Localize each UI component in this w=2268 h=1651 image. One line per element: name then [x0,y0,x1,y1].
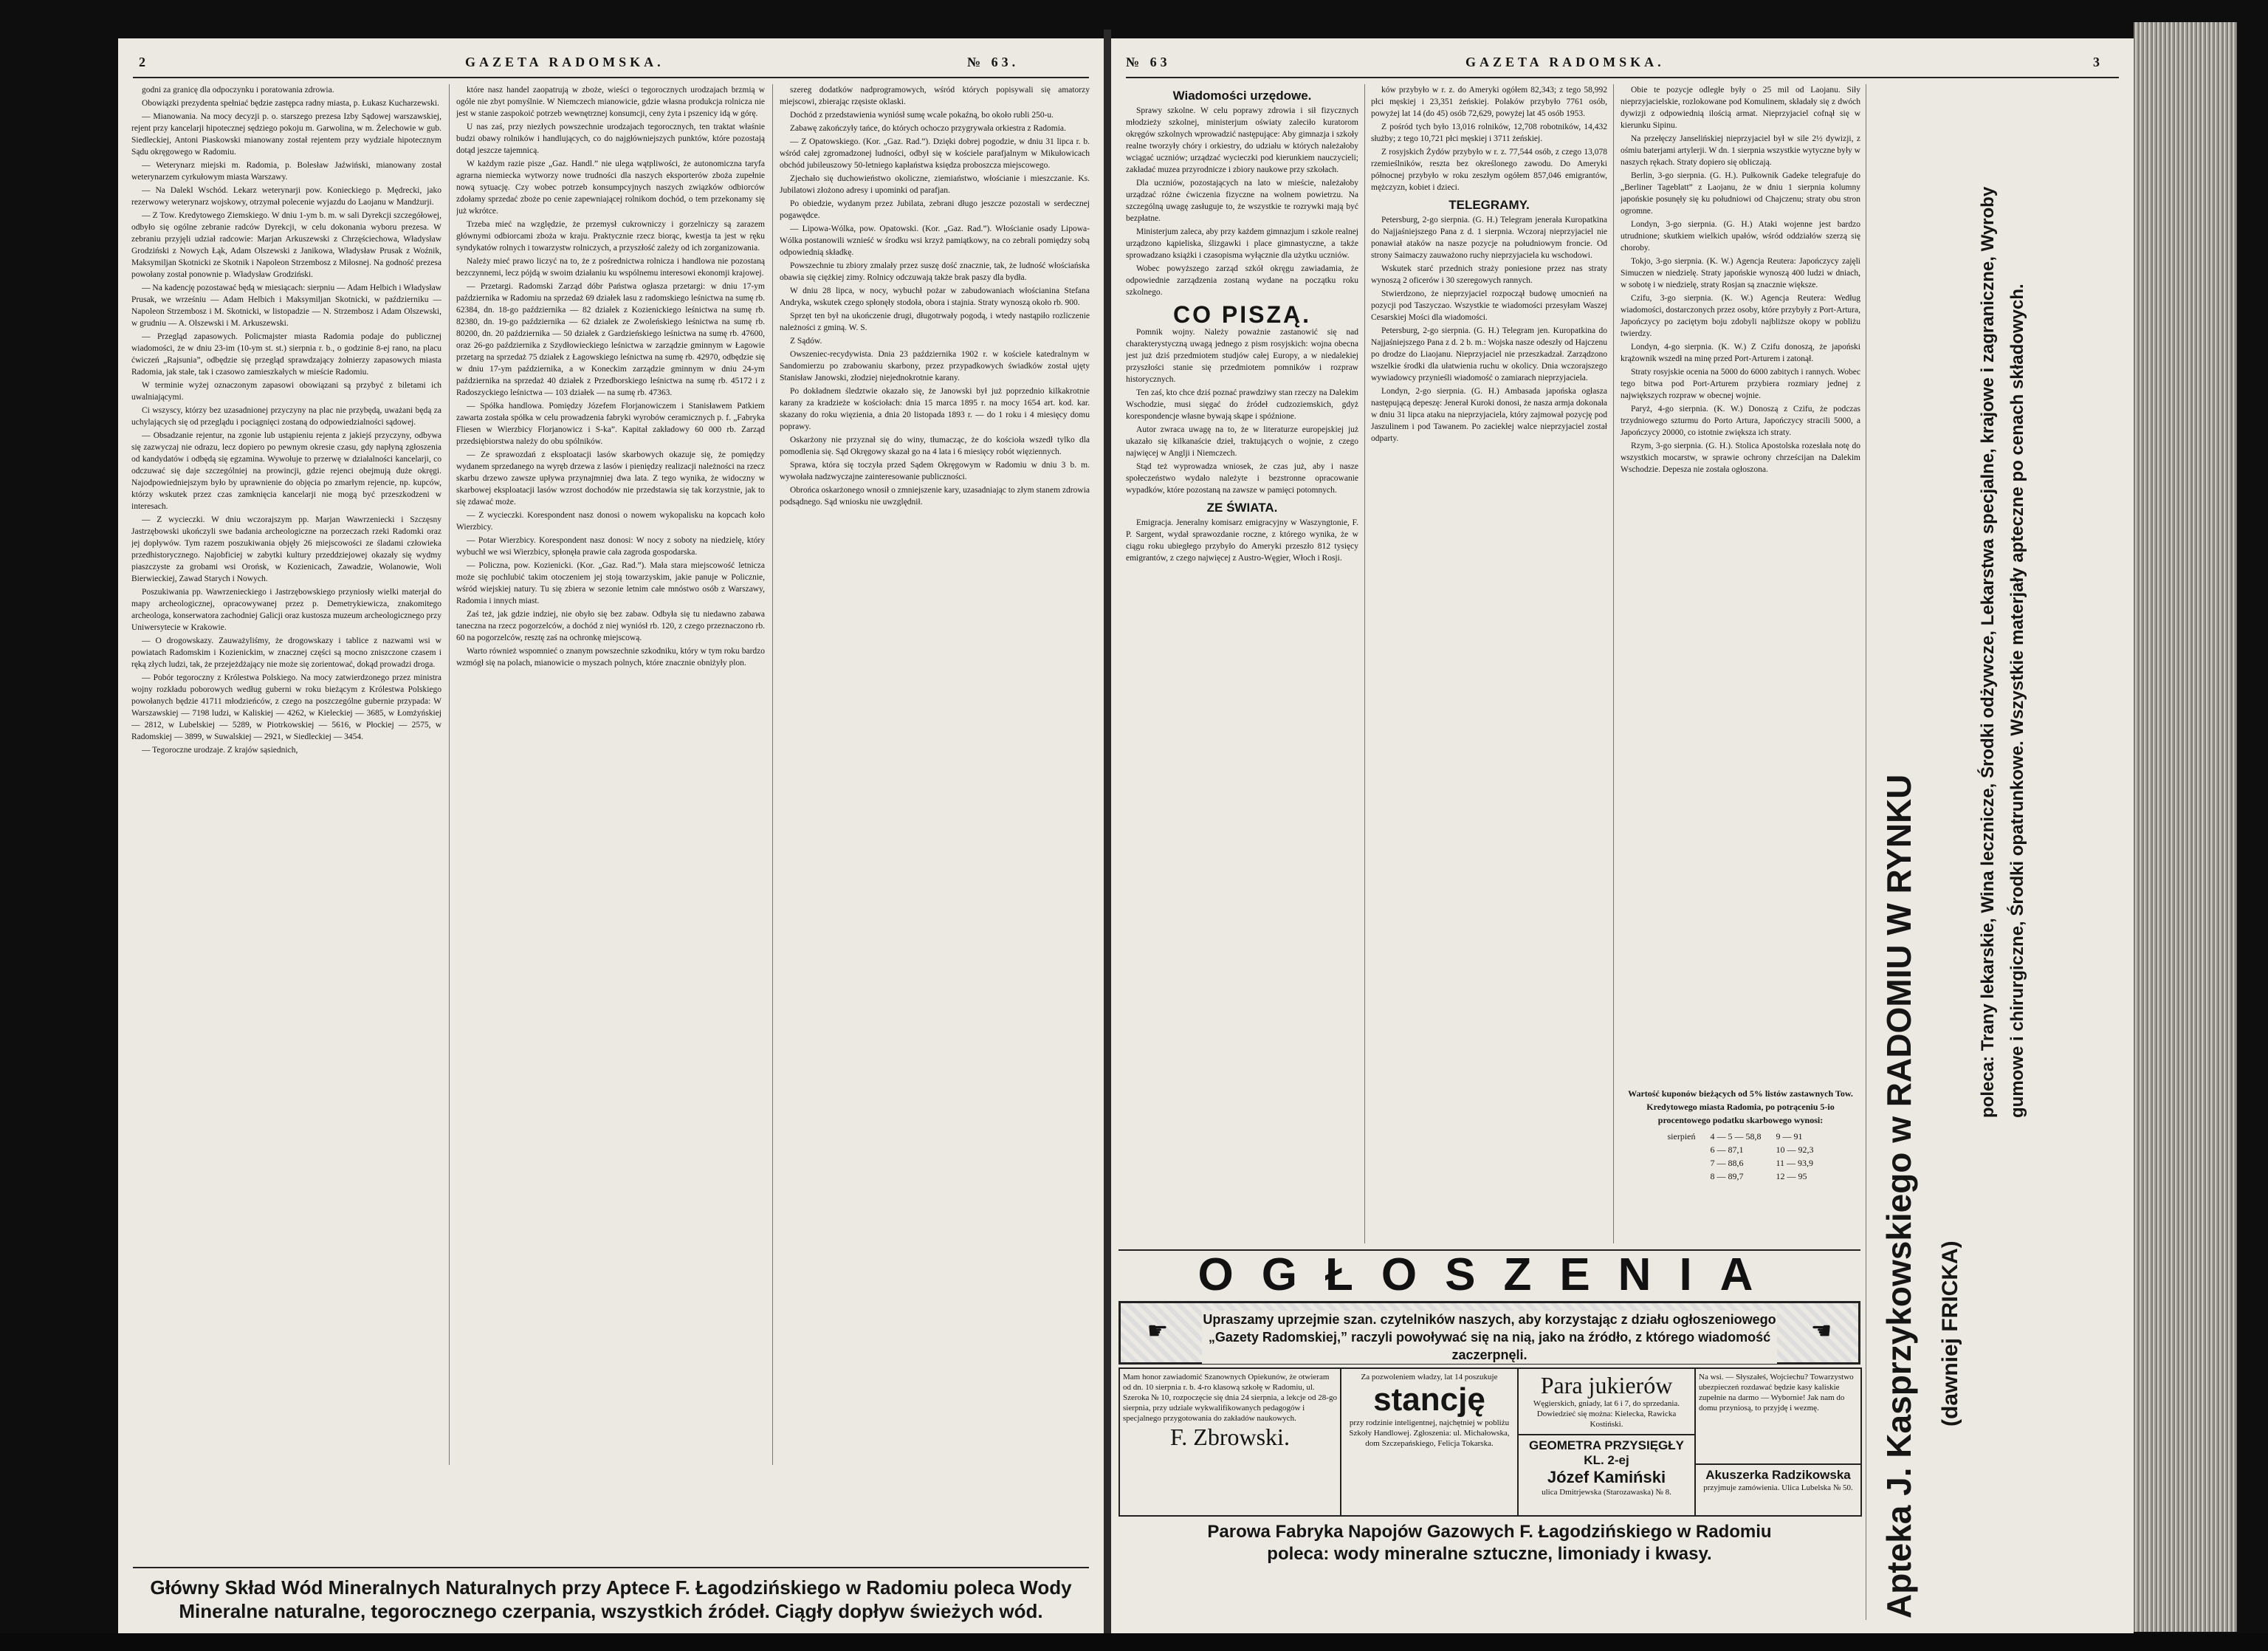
coupon-cell: 6 — 87,1 [1710,1144,1744,1155]
article-paragraph: — Weterynarz miejski m. Radomia, p. Bolesław Jaźwiński, mianowany został weterynarzem cyrkułowym miasta Warszawy. [131,161,441,182]
coupon-row [1660,1130,1821,1143]
section-heading: ZE ŚWIATA. [1206,501,1278,515]
coupon-row [1660,1143,1821,1156]
article-paragraph: Straty rosyjskie ocenia na 5000 do 6000 zabitych i rannych. Wobec tego bitwa pod Port-Arturem przybiera rozmiary jednej z największych rozpraw w obecnej wojnie. [1621,368,1860,400]
article-paragraph: — Policzna, pow. Kozienicki. (Kor. „Gaz. Rad.”). Mała stara miejscowość letnicza może się pochlubić takim otoczeniem jej stoją towarzyskim, jakie panuje w Policznie, wśród wiejskiej natury. Tu się zbiera w sezonie letnim całe mnóstwo osób z Warszawy, Radomia i innych miast. [456,561,765,605]
article-paragraph: Paryż, 4-go sierpnia. (K. W.) Donoszą z Czifu, że podczas trzydniowego szturmu do Porto Artura, Japończycy stracili 5000, a Japończycy 20000, co istotnie zwiększa ich straty. [1621,405,1860,437]
article-paragraph: — Mianowania. Na mocy decyzji p. o. starszego prezesa Izby Sądowej warszawskiej, rejent przy kancelarji hipotecznej sędziego pokoju m. Garwolina, w m. Żelechowie w gub. Siedleckiej, Antoni Piaskowski mianowany został rejentem przy wydziale hipotecznym Sądu okręgowego w Radomiu. [131,112,441,157]
article-column-1 [131,84,441,1465]
article-paragraph: Emigracja. Jeneralny komisarz emigracyjny w Waszyngtonie, F. P. Sargent, wydał sprawozdanie roczne, z którego wynika, że w ciągu roku ubiegłego przybyło do Ameryki przeszło 812 tysięcy emigrantów, z czego najwięcej z Austro-Węgier, Włoch i Rosji. [1126,518,1358,563]
article-paragraph: W każdym razie pisze „Gaz. Handl.” nie ulega wątpliwości, że autonomiczna taryfa agrarna niemiecka wytworzy nowe trudności dla naszych eksporterów zboża zupełnie nową sytuację. Czy wobec potrzeb konsumpcyjnych naszych związków odbiorców zdołamy sprzedać zboże po cenie zapewniającej rolnikom dochód, o tem przekonamy się już wkrótce. [456,159,765,216]
article-paragraph: Dochód z przedstawienia wyniósł sumę wcale pokaźną, bo około rubli 250-u. [790,111,1054,120]
official-news-column [1126,84,1358,1243]
article-paragraph: — Z Opatowskiego. (Kor. „Gaz. Rad.”). Dzięki dobrej pogodzie, w dniu 31 lipca r. b. wśród całej zgromadzonej ludności, odbył się w kościele parafjalnym w Mikułowicach obchód jubileuszowy 50-letniego kapłaństwa księdza proboszcza miejscowego. [780,137,1090,170]
article-paragraph: Londyn, 3-go sierpnia. (G. H.) Ataki wojenne jest bardzo utrudnione; skutkiem wielkich upałów, wśród oddziałów szerzą się choroby. [1621,220,1860,253]
official-news-text [1126,105,1358,298]
article-paragraph: — Obsadzanie rejentur, na zgonie lub ustąpieniu rejenta z jakiejś przyczyny, odbywa się zazwyczaj nie odrazu, lecz dopiero po pewnym okresie czasu, gdy napłyną zgłoszenia od kandydatów i odbędą się egzamina. Wywołuje to przerwę w działalności kancelarji, co odczuwać się daje szczególniej na prowincji, gdzie rejenci obejmują duże okręgi. Najodpowiedniejszym było by uprawnienie do objęcia po zmarłym rejencie, np. kupców, którzy wskutek przez czas zamknięcia kancelarji nie mogą być przeszkodzeni w interesach. [131,431,441,511]
ad-line: Parowa Fabryka Napojów Gazowych F. Łagodzińskiego w Radomiu [1207,1522,1772,1542]
issue-number-right: № 63 [1126,55,1171,69]
midwife-advertisement [1694,1463,1862,1517]
announcements-title: OGŁOSZENIA [1197,1249,1781,1300]
article-paragraph: — Spółka handlowa. Pomiędzy Józefem Florjanowiczem i Stanisławem Patkiem zawarta została spółka w celu prowadzenia fabryki wyrobów ceramicznych p. f. „Fabryka Fliesen w Wierzbicy Florjanowicz i S-ka”. Kapitał zakładowy 60 000 rb. Zarząd przedsiębiorstwa należy do obu spólników. [456,402,765,446]
coupon-heading: Wartość kuponów bieżących od 5% listów zastawnych Tow. Kredytowego miasta Radomia, po potrąceniu 5-io procentowego podatku skarbowego wynosi: [1628,1088,1853,1125]
world-news-text [1126,517,1358,564]
article-paragraph: Rzym, 3-go sierpnia. (G. H.). Stolica Apostolska rozesłała notę do wszystkich mocarstw, w sprawie ochrony chrześcijan na Dalekim Wschodzie. Depesza nie została ogłoszona. [1621,442,1860,474]
article-paragraph: Obowiązki prezydenta spełniać będzie zastępca radny miasta, p. Łukasz Kucharzewski. [142,99,439,108]
article-paragraph: ków przybyło w r. z. do Ameryki ogółem 82,343; z tego 58,992 płci męskiej i 23,351 żeńskiej. Polaków przybyło 7761 osób, powyżej lat 14 (do 45) osób 72,629, powyżej lat 45 osób 1953. [1371,86,1607,118]
article-paragraph: Powszechnie tu zbiory zmalały przez suszę dość znacznie, tak, że ludność włościańska obawia się ciężkiej zimy. Rolnicy odczuwają także brak paszy dla bydła. [780,261,1090,282]
coupon-cell [1660,1143,1703,1156]
ad-line: Mineralne naturalne, tegorocznego czerpania, wszystkich źródeł. Ciągły dopływ świeżych wód. [179,1600,1043,1622]
ad-headline: GEOMETRA PRZYSIĘGŁY KL. 2-ej [1528,1438,1684,1467]
article-paragraph: Z rosyjskich Żydów przybyło w r. z. 77,544 osób, z czego 13,078 rzemieślników, reszta bez określonego zawodu. Do Ameryki północnej przybyło w roku zeszłym ogółem 857,046 emigrantów, mężczyzn, kobiet i dzieci. [1371,148,1607,192]
article-paragraph: Poszukiwania pp. Wawrzenieckiego i Jastrzębowskiego przyniosły wielki materjał do mapy archeologicznej, opracowywanej przez p. Demetrykiewicza, znakomitego archeologa, konserwatora zachodniej Galicji oraz kustosza muzeum archeologicznego przy Uniwersytecie w Krakowie. [131,588,441,632]
article-paragraph: Petersburg, 2-go sierpnia. (G. H.) Telegram jen. Kuropatkina do Najjaśniejszego Pana z d. 2 b. m.: Wojska nasze odeszły od Hajczenu po drodze do Liaojanu. Nieprzyjaciel nie przeszkadzał. Zarządzono wszelkie środki dla ułatwienia ruchu w okolicy. Dnia wczorajszego wywiadowcy przynieśli wiadomość o zamiarach nieprzyjaciela. [1371,326,1607,382]
lodging-advertisement [1340,1367,1519,1517]
ad-text: Węgierskich, gniady, lat 6 i 7, do sprzedania. Dowiedzieć się można: Kielecka, Rawicka Kostiński. [1533,1399,1680,1429]
article-paragraph: Tokjo, 3-go sierpnia. (K. W.) Agencja Reutera: Japończycy zajęli Simuczen w niedzielę. Straty japońskie wynoszą 400 ludzi w dniach, w sobotę i w niedzielę, straty Rosjan są znacznie większe. [1621,257,1860,289]
war-news-column [1621,84,1860,1243]
ad-headline: stancję [1373,1381,1485,1418]
ad-name: Józef Kamiński [1547,1468,1666,1486]
article-paragraph: — Tegoroczne urodzaje. Z krajów sąsiednich, [142,746,298,755]
telegram-list [1371,214,1607,444]
announcements-notice: Upraszamy uprzejmie szan. czytelników naszych, aby korzystając z działu ogłoszeniowego „Gazety Radomskiej,” raczyli powoływać się na nią, jako na źródło, z którego wiadomość zaczerpnęli. [1203,1312,1776,1362]
pharmacy-band [1872,774,2126,1626]
article-paragraph: — Ze sprawozdań z eksploatacji lasów skarbowych okazuje się, że pomiędzy wydanem sprzedanego na wyręb drzewa z lasów i pieniędzy realizacji należności na rzecz skarbu drzewo zawsze upływa przynajmniej dwa lata. Z tego wynika, że widoczny w skarbowej eksploatacji lasów wzrost dochodów nie przedstawia się tak korzystnie, jak to się zdawać może. [456,450,765,507]
coupon-cell: sierpień [1667,1131,1696,1142]
article-paragraph: Zaś też, jak gdzie indziej, nie obyło się bez zabaw. Odbyła się tu niedawno zabawa taneczna na rzecz pogorzelców, a dochód z niej wyniósł rb. 120, z czego przeznaczono rb. 60 na pogorzelców, resztę zaś na ochronkę miejscową. [456,610,765,642]
article-paragraph: Stwierdzono, że nieprzyjaciel rozpoczął budowę umocnień na pozycji pod Taszyczao. Wszystkie te wiadomości przesyłam Waszej Cesarskiej Mości dla wiadomości. [1371,289,1607,322]
coupon-cell: 7 — 88,6 [1710,1158,1744,1168]
article-paragraph: Londyn, 4-go sierpnia. (K. W.) Z Czifu donoszą, że japoński krążownik wszedł na minę przed Port-Arturem i zatonął. [1621,343,1860,363]
page-number-right: 3 [2093,55,2103,69]
article-paragraph: Owszeniec-recydywista. Dnia 23 października 1902 r. w kościele katedralnym w Sandomierzu po zrabowaniu skarbony, przez przypadkowych świadków został ujęty Stanisław Janowski, złodziej niejednokrotnie karany. [780,350,1090,382]
article-paragraph: — O drogowskazy. Zauważyliśmy, że drogowskazy i tablice z nazwami wsi w powiatach Radomskim i Kozienickim, w znacznej części są mocno zniszczone czasem i ręką złych ludzi, tak, że przejeżdżający nie może się zorientować, dokąd prowadzi droga. [131,636,441,669]
section-heading: Wiadomości urzędowe. [1172,89,1312,103]
article-paragraph: Obie te pozycje odległe były o 25 mil od Laojanu. Siły nieprzyjacielskie, rozlokowane pod Komulinem, składały się z dwóch dywizji z odpowiednią ilością armat. Nieprzyjaciel cofnął się w kierunku Sipinu. [1621,86,1860,130]
article-paragraph: Obrońca oskarżonego wnosił o zmniejszenie kary, uzasadniając to złym stanem zdrowia podsądnego. Sąd wniosku nie uwzględnił. [780,486,1090,507]
coupon-cell [1660,1156,1703,1170]
coupon-values [1621,1087,1860,1183]
article-paragraph: Sprawa, która się toczyła przed Sądem Okręgowym w Radomiu w dniu 3 b. m. wywołała nadzwyczajne zainteresowanie publiczności. [780,461,1090,481]
article-paragraph: Wskutek starć przednich straży poniesione przez nas straty wynoszą 2 oficerów i 30 szeregowych rannych. [1371,264,1607,285]
article-column-3 [780,84,1090,1465]
pointing-hand-icon: ☚ [1810,1317,1832,1344]
pharmacy-product-list: gumowe i chirurgiczne, Środki opatrunkowe. Wszystkie materjały apteczne po cenach składowych. [2007,284,2027,1118]
column-divider [772,84,773,1465]
article-paragraph: Ten zaś, kto chce dziś poznać prawdziwy stan rzeczy na Dalekim Wschodzie, musi sięgać do źródeł cudzoziemskich, gdyż korespondencje własne bywają skąpe i spóźnione. [1126,388,1358,421]
article-paragraph: — Lipowa-Wólka, pow. Opatowski. (Kor. „Gaz. Rad.”). Włościanie osady Lipowa-Wólka postanowili wznieść w środku wsi krzyż pamiątkowy, na co zebrali pomiędzy sobą odpowiednią składkę. [780,224,1090,257]
coupon-table [1660,1130,1821,1183]
article-paragraph: Zjechało się duchowieństwo okoliczne, ziemiaństwo, włościanie i mieszczanie. Ks. Jubilatowi złożono adresy i upominki od parafjan. [780,174,1090,195]
article-paragraph: — Przegląd zapasowych. Policmajster miasta Radomia podaje do publicznej wiadomości, że w dniu 23-im (10-ym st. st.) sierpnia r. b., o godzinie 8-ej rano, na placu ćwiczeń „Rajsunia”, odbędzie się przegląd sprawdzający żołnierzy zapasowych miasta Radomia, jak stałe, tak i czasowo zamieszkałych w mieście Radomiu. [131,332,441,377]
article-paragraph: — Z Tow. Kredytowego Ziemskiego. W dniu 1-ym b. m. w sali Dyrekcji szczegółowej, odbyło się ogólne zebranie radców Dyrekcji, w celu dokonania wyboru prezesa. W zebraniu przyjęli udział radcowie: Marjan Arkuszewski z Chrzęściechowa, Władysław Grodziński z Nowych Łąk, Adam Olszewski z Janikowa, Władysław Prusak z Woźnik, Maksymiljan Skotnicki ze Skotnik i Napoleon Strzembosz z Miłosnej. Na godność prezesa powołany został ponownie p. Władysław Grodziński. [131,211,441,279]
article-paragraph: Autor zwraca uwagę na to, że w literaturze europejskiej już ukazało się kilkanaście dzieł, traktujących o wojnie, z czego najwięcej w Anglji i Niemczech. [1126,425,1358,458]
ad-text: przyjmuje zamówienia. Ulica Lubelska № 50. [1703,1483,1853,1492]
column-divider [1364,84,1365,1243]
article-paragraph: Wobec powyższego zarząd szkół okręgu zawiadamia, że odpowiednie zarządzenia zostaną wydane na początku roku szkolnego. [1126,264,1358,297]
article-paragraph: Z pośród tych było 13,016 rolników, 12,708 robotników, 14,432 służby; z tego 10,721 płci męskiej i 3711 żeńskiej. [1371,123,1607,143]
article-paragraph: W terminie wyżej oznaczonym zapasowi obowiązani są przybyć z biletami ich uwalniającymi. [131,381,441,402]
coupon-cell: 11 — 93,9 [1776,1158,1814,1168]
pharmacy-name: Apteka J. Kasprzykowskiego w RADOMIU W RYNKU [1880,774,1918,1619]
announcements-section [1118,1249,1860,1564]
right-page [1111,38,2134,1633]
coupon-cell [1660,1170,1703,1183]
article-paragraph: Trzeba mieć na względzie, że przemysł cukrowniczy i gorzelniczy są zarazem głównymi odbiorcami zboża w kraju. Praktycznie rzecz biorąc, kwestja ta jest w ręku syndykatów rolnych i towarzystw rolniczych, a przyszłość zależy od ich zorganizowania. [456,220,765,253]
column-divider [449,84,450,1465]
article-paragraph: Po obiedzie, wydanym przez Jubilata, zebrani długo jeszcze pozostali w serdecznej pogawędce. [780,199,1090,220]
article-paragraph: Petersburg, 2-go sierpnia. (G. H.) Telegram jenerała Kuropatkina do Najjaśniejszego Pana z d. 1 sierpnia. Wczoraj nieprzyjaciel nie ponawiał ataków na nasze pozycje na południowym froncie. Od strony Saimaczy zauważono ruchy nieprzyjaciela ku wschodowi. [1371,216,1607,260]
article-paragraph: Czifu, 3-go sierpnia. (K. W.) Agencja Reutera: Według wiadomości, dostarczonych przez osoby, które przybyły z Port-Artura, Japończycy po zaciętym boju zdobyli najbliższe okopy w pobliżu twierdzy. [1621,294,1860,338]
masthead-title-right: GAZETA RADOMSKA. [1465,55,1665,69]
coupon-cell: 9 — 91 [1776,1131,1803,1142]
article-paragraph: Ministerjum zaleca, aby przy każdem gimnazjum i szkole realnej urządzono kąpieliska, ślizgawki i place gimnastyczne, a także sprowadzano książki i czasopisma wyłącznie dla użytku uczniów. [1126,227,1358,260]
column-divider [1613,84,1614,1243]
horses-advertisement [1517,1367,1696,1435]
coupon-cell: 4 — 5 — 58,8 [1710,1131,1762,1142]
article-paragraph: — Na kadencję pozostawać będą w miesiącach: sierpniu — Adam Helbich i Władysław Prusak, we wrześniu — Adam Helbich i Maksymiljan Skotnicki, w październiku — Napoleon Strzembosz i M. Skotnicki, w listopadzie — N. Strzembosz i Adam Olszewski, w grudniu — A. Olszewski i M. Arkuszewski. [131,284,441,328]
issue-number-left: № 63. [967,55,1020,69]
article-paragraph: Zabawę zakończyły tańce, do których ochoczo przygrywała orkiestra z Radomia. [790,124,1066,133]
article-paragraph: Pomnik wojny. Należy poważnie zastanowić się nad charakterystyczną uwagą jednego z pism rosyjskich: wojna obecna jest już dziś przedmiotem studjów całej Europy, a w niedalekiej przyszłości stanie się przedmiotem pomników i rozpraw historycznych. [1126,328,1358,384]
emigration-text [1371,84,1607,193]
page-edges [2134,22,2237,1632]
header-rule [1126,77,2119,78]
section-heading: CO PISZĄ. [1172,301,1311,328]
article-paragraph: — Z wycieczki. Korespondent nasz donosi o nowem wykopalisku na kopcach koło Wierzbicy. [456,511,765,532]
mineral-water-advertisement [133,1567,1089,1623]
article-paragraph: — Potar Wierzbicy. Korespondent nasz donosi: W nocy z soboty na niedzielę, który wybuchł we wsi Wierzbicy, spłonęła prawie cała zagroda gospodarska. [456,536,765,557]
pharmacy-product-list: poleca: Trany lekarskie, Wina lecznicze, Środki odżywcze, Lekarstwa specjalne, krajowe i zagraniczne, Wyroby [1978,186,1998,1118]
ad-text: ulica Dmitrjewska (Starozawaska) № 8. [1542,1488,1671,1497]
village-humor-advertisement [1694,1367,1862,1465]
article-paragraph: Berlin, 3-go sierpnia. (G. H.). Pułkownik Gadeke telegrafuje do „Berliner Tageblatt” z Laojanu, że w dniu 1 sierpnia kolumny japońskie posunęły się ku południowi od Chajczenu; straty obu stron ogromne. [1621,171,1860,216]
pointing-hand-icon: ☛ [1147,1317,1169,1344]
ad-text: Za pozwoleniem władzy, lat 14 poszukuje [1361,1373,1498,1381]
article-column-2 [456,84,765,1465]
press-review-text [1126,326,1358,496]
article-paragraph: szereg dodatków nadprogramowych, wśród których popisywali się amatorzy miejscowi, zbierając rzęsiste oklaski. [780,86,1090,106]
article-paragraph: Ci wszyscy, którzy bez uzasadnionej przyczyny na plac nie przybędą, uważani będą za uchylających się od przeglądu i pociągnięci zostaną do odpowiedzialności sądowej. [131,406,441,427]
article-paragraph: które nasz handel zaopatrują w zboże, wieści o tegorocznych urodzajach brzmią w ogóle nie zbyt pomyślnie. W Niemczech mianowicie, gdzie własna produkcja rolnicza nie jest w stanie zaspokoić potrzeb wewnętrznej konsumcji, ceny żyta i pszenicy idą w górę. [456,86,765,118]
ad-line: Główny Skład Wód Mineralnych Naturalnych przy Aptece F. Łagodzińskiego w Radomiu poleca Wody [150,1576,1072,1599]
school-advertisement [1118,1367,1341,1517]
ad-headline: Para jukierów [1540,1372,1673,1398]
left-page [118,38,1104,1633]
article-paragraph: W dniu 28 lipca, w nocy, wybuchł pożar w zabudowaniach włościanina Stefana Andryka, wskutek czego spłonęły stodoła, obora i stajnia. Straty wynoszą około rb. 900. [780,286,1090,307]
ad-headline: Akuszerka Radzikowska [1705,1468,1851,1482]
scan-border [0,1633,2268,1651]
article-paragraph: — Z wycieczki. W dniu wczorajszym pp. Marjan Wawrzeniecki i Szczęsny Jastrzębowski ukończyli swe badania archeologiczne na porzeczach rzeki Radomki oraz jej dopływów. Tym razem poszukiwania objęły 26 miejscowości ze śladami człowieka przedhistorycznego. Najobficiej w zabytki kultury przeddziejowej okazały się wydmy piaszczyste za grobami wsi Orońsk, w Kozienicach, Zawadzie, Wolanowie, Woli Bierwieckiej, Zawad Starych i Nowych. [131,515,441,583]
article-paragraph: Z Sądów. [790,337,822,346]
article-paragraph: Na przełęczy Janselińskiej nieprzyjaciel był w sile 2½ dywizji, z ośmiu baterjami artylerji. W dn. 1 sierpnia wszystkie wytyczne były w naszych rękach. Straty dopiero się obliczają. [1621,134,1860,167]
coupon-cell: 10 — 92,3 [1776,1144,1814,1155]
spine-gutter [1104,30,1111,1639]
article-paragraph: — Przetargi. Radomski Zarząd dóbr Państwa ogłasza przetargi: w dniu 17-ym października w Radomiu na sprzedaż 69 działek lasu z radomskiego leśnictwa na sumę rb. 62384, dn. 18-go października — 82 działek z Kozienickiego leśnictwa na sumę rb. 82380, dn. 19-go października — 62 działek ze Zwoleńskiego leśnictwa na sumę rb. 80200, dn. 20 października — 50 działek z Gardzieńskiego leśnictwa na sumę rb. 47600, oraz 26-go października z Szydłowieckiego leśnictwa w zarządzie gminnym w Łagowie przetarg na sprzedaż 75 działek z Łagowskiego leśnictwa na sumę rb. 42970, odbędzie się w dniu 17-ym października, a w Koneckim zarządzie gminnym w dniu 24-ym października na sprzedaż 40 działek z Przedborskiego leśnictwa na sumę rb. 45172 i z Radoszyckiego leśnictwa — 103 działek — na sumę rb. 47363. [456,282,765,397]
ad-text: Na wsi. — Słyszałeś, Wojciechu? Towarzystwo ubezpieczeń rozdawać będzie kasy kaliskie zupełnie na darmo — Wybornie! Jak nam do domu przyniosą, to przyjdę i wezmę. [1699,1373,1854,1413]
surveyor-advertisement [1517,1434,1696,1517]
ad-text: przy rodzinie inteligentnej, najchętniej w pobliżu Szkoły Handlowej. Zgłoszenia: ul. Michałowska, dom Szczepańskiego, Felicja Tokarska. [1349,1418,1510,1448]
coupon-row [1660,1156,1821,1170]
header-rule [133,77,1089,78]
section-heading: TELEGRAMY. [1449,198,1530,212]
article-paragraph: Sprawy szkolne. W celu poprawy zdrowia i sił fizycznych młodzieży szkolnej, ministerjum oświaty zaleciło kuratorom okręgów szkolnych wprowadzić następujące: Aby gimnazja i szkoły realne tworzyły chóry i orkiestry, do udziału w których należałoby wciągać uczniów; urządzać wycieczki pod kierunkiem nauczycieli; zakładać muzea przyrodnicze i zbiory naukowe przy szkołach. [1126,106,1358,174]
article-paragraph: U nas zaś, przy niezłych powszechnie urodzajach tegorocznych, ten traktat właśnie budzi obawy rolników i handlujących, co do najgłówniejszych punktów, które pozostają dotąd jeszcze tajemnicą. [456,123,765,155]
masthead-title-left: GAZETA RADOMSKA. [465,55,664,69]
article-paragraph: Należy mieć prawo liczyć na to, że z pośrednictwa rolnicza i handlowa nie pozostaną bezczynnemi, lecz pójdą w swoim działaniu ku wspólnemu interesowi ekonomji krajowej. [456,257,765,278]
coupon-cell: 12 — 95 [1776,1171,1807,1181]
article-paragraph: Londyn, 2-go sierpnia. (G. H.) Ambasada japońska ogłasza następującą depeszę: Jenerał Kuroki donosi, że nasza armja dokonała w dniu 31 lipca ataku na nieprzyjaciela, który zajmował pozycję pod Jaszulinem i pod Tawanem. Po zaciekłej walce nieprzyjaciel został odparty. [1371,387,1607,443]
ad-line: poleca: wody mineralne sztuczne, limoniady i kwasy. [1267,1544,1712,1564]
article-paragraph: Stąd też wyprowadza wniosek, że czas już, aby i nasze społeczeństwo wydało należyte i bezstronne opracowanie wypadków, które pozostaną na zawsze w pamięci potomnych. [1126,462,1358,495]
soda-factory-advertisement [1118,1521,1860,1565]
article-paragraph: — Pobór tegoroczny z Królestwa Polskiego. Na mocy zatwierdzonego przez ministra wojny rozkładu poborowych według guberni w roku bieżącym z Królestwa Polskiego powołanych będzie 41711 młodzieńców, z czego na poszczególne gubernie przypada: W Warszawskiej — 7198 ludzi, w Kaliskiej — 4262, w Kieleckiej — 3685, w Łomżyńskiej — 2812, w Lubelskiej — 5289, w Piotrkowskiej — 5616, w Płockiej — 2575, w Radomskiej — 3899, w Suwalskiej — 2921, w Siedleckiej — 3454. [131,673,441,741]
coupon-cell: 8 — 89,7 [1710,1171,1744,1181]
page-number-left: 2 [139,55,149,69]
coupon-row [1660,1170,1821,1183]
ad-text: Mam honor zawiadomić Szanownych Opiekunów, że otwieram od dn. 10 sierpnia r. b. 4-ro klasową szkołę w Radomiu, ul. Szeroka № 10, rozpoczęcie się dnia 24 sierpnia, a lekcje od 28-go sierpnia, przy udziale wykwalifikowanych pedagogów i specjalnego przygotowania do zakładów naukowych. [1123,1373,1337,1423]
article-paragraph: Po dokładnem śledztwie okazało się, że Janowski był już poprzednio kilkakrotnie karany za kradzieże w kościołach: dnia 15 marca 1895 r. na mocy 1654 art. kod. kar. skazany do roku więzienia, a dnia 20 listopada 1893 r. — do 1 roku i 4 miesięcy domu poprawy. [780,387,1090,431]
article-paragraph: Oskarżony nie przyznał się do winy, tłumacząc, że do kościoła wszedł tylko dla pomodlenia się. Sąd Okręgowy skazał go na 4 lata i 6 miesięcy robót więziennych. [780,436,1090,456]
article-paragraph: godni za granicę dla odpoczynku i poratowania zdrowia. [142,86,334,95]
pharmacy-subtitle: (dawniej FRICKA) [1938,1240,1962,1427]
article-paragraph: Warto również wspomnieć o znanym powszechnie szkodniku, który w tym roku bardzo wzmógł się na polach, mianowicie o myszach polnych, które znacznie obniżyły plon. [456,647,765,667]
announcements-notice-bar [1118,1301,1860,1365]
article-paragraph: — Na Dalekl Wschód. Lekarz weterynarji pow. Konieckiego p. Mędrecki, jako rezerwowy weterynarz wojskowy, otrzymał polecenie wyjazdu do Laojanu w Mandżurji. [131,186,441,207]
article-paragraph: Dla uczniów, pozostających na lato w mieście, należałoby urządzać różne ćwiczenia fizyczne na wolnem powietrzu. Na szczególną uwagę zasługuje to, że wszystkie te rozrywki mają być bezpłatne. [1126,179,1358,223]
article-paragraph: Sprzęt ten był na ukończenie drugi, długotrwały pogodą, i wtedy nastąpiło rozliczenie należności z gminą. W. S. [780,312,1090,332]
ad-signature: F. Zbrowski. [1170,1424,1290,1450]
telegrams-column [1371,84,1607,1243]
